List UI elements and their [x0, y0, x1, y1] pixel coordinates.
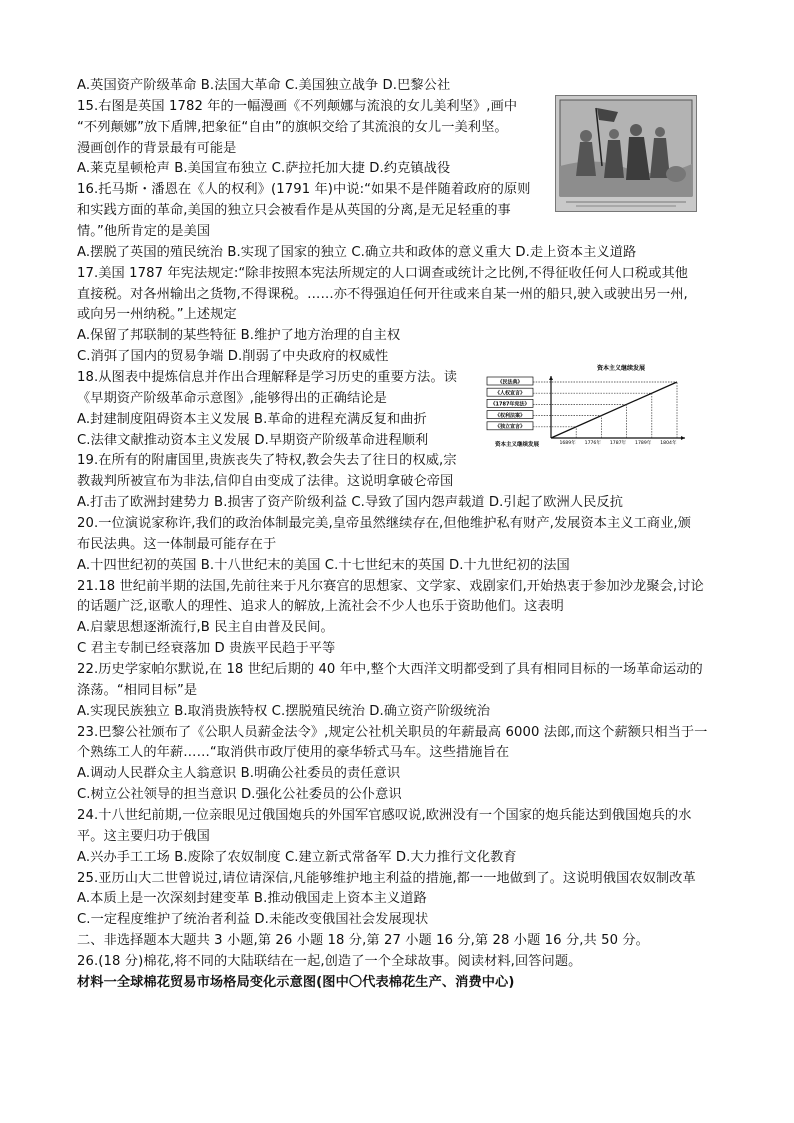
q24-stem-line1: 24.十八世纪前期,一位亲眼见过俄国炮兵的外国军官感叹说,欧洲没有一个国家的炮兵能达到俄国炮兵的水	[77, 808, 692, 823]
q20-options: A.十四世纪初的英国 B.十八世纪末的美国 C.十七世纪末的英国 D.十九世纪初的法国	[77, 558, 570, 573]
q19-stem-line2: 教裁判所被宣布为非法,信仰自由变成了法律。这说明拿破仑帝国	[77, 474, 454, 489]
q17-stem-line3: 或向另一州纳税。”上述规定	[77, 307, 237, 322]
chart-document-label: 《独立宣言》	[494, 424, 526, 431]
chart-y-arrow	[549, 376, 553, 380]
section-two-heading: 二、非选择题本大题共 3 小题,第 26 小题 18 分,第 27 小题 16 分,第 28 小题 16 分,共 50 分。	[77, 933, 649, 948]
chart-x-arrow	[681, 436, 685, 440]
q17-stem-line2: 直接税。对各州输出之货物,不得课税。……亦不得强迫任何开往或来自某一州的船只,驶入或驶出另一州,	[77, 287, 688, 302]
q25-options-ab: A.本质上是一次深刻封建变革 B.推动俄国走上资本主义道路	[77, 891, 427, 906]
q15-stem-line2: “不列颠娜”放下盾牌,把象征“自由”的旗帜交给了其流浪的女儿一美利坚。	[77, 120, 508, 135]
q19-options: A.打击了欧洲封建势力 B.损害了资产阶级利益 C.导致了国内怨声载道 D.引起了欧洲人民反抗	[77, 495, 623, 510]
q19-stem-line1: 19.在所有的附庸国里,贵族丧失了特权,教会失去了往日的权威,宗	[77, 453, 457, 468]
chart-year-label: 1787年	[609, 441, 627, 446]
q18-stem-line1: 18.从图表中提炼信息并作出合理解释是学习历史的重要方法。读	[77, 370, 458, 385]
chart-document-label: 《1787年宪法》	[490, 401, 530, 408]
cartoon-image	[555, 95, 697, 212]
q21-stem-line1: 21.18 世纪前半期的法国,先前往来于凡尔赛宫的思想家、文学家、戏剧家们,开始热衷于参加沙龙聚会,讨论	[77, 579, 704, 594]
q17-options-ab: A.保留了邦联制的某些特征 B.维护了地方治理的自主权	[77, 328, 401, 343]
q23-options-cd: C.树立公社领导的担当意识 D.强化公社委员的公仆意识	[77, 787, 402, 802]
chart-document-label: 《民法典》	[497, 379, 523, 386]
chart-document-label: 《人权宣言》	[494, 390, 526, 397]
cartoon-drawing	[556, 96, 696, 211]
material-one-caption: 材料一全球棉花贸易市场格局变化示意图(图中〇代表棉花生产、消费中心)	[77, 975, 515, 990]
q17-options-cd: C.消弭了国内的贸易争端 D.削弱了中央政府的权威性	[77, 349, 389, 364]
q15-stem-line3: 漫画创作的背景最有可能是	[77, 141, 237, 156]
q20-stem-line1: 20.一位演说家称许,我们的政治体制最完美,皇帝虽然继续存在,但他维护私有财产,发展资本主义工商业,颁	[77, 516, 692, 531]
q16-stem-line3: 情。”他所肯定的是美国	[77, 224, 211, 239]
q23-options-ab: A.调动人民群众主人翁意识 B.明确公社委员的责任意识	[77, 766, 401, 781]
chart-year-label: 1689年	[559, 441, 576, 446]
q21-stem-line2: 的话题广泛,讴歌人的理性、追求人的解放,上流社会不少人也乐于资助他们。这表明	[77, 599, 564, 614]
q25-options-cd: C.一定程度维护了统治者利益 D.未能改变俄国社会发展现状	[77, 912, 429, 927]
q26-stem: 26.(18 分)棉花,将不同的大陆联结在一起,创造了一个全球故事。阅读材料,回答问题。	[77, 954, 582, 969]
chart-year-label: 1804年	[660, 441, 677, 446]
q18-options-ab: A.封建制度阻碍资本主义发展 B.革命的进程充满反复和曲折	[77, 412, 427, 427]
chart-title: 资本主义继续发展	[596, 365, 646, 372]
q15-stem-line1: 15.右图是英国 1782 年的一幅漫画《不列颠娜与流浪的女儿美利坚》,画中	[77, 99, 518, 114]
q15-options: A.莱克星顿枪声 B.美国宣布独立 C.萨拉托加大捷 D.约克镇战役	[77, 161, 451, 176]
q21-options-cd: C 君主专制已经衰落加 D 贵族平民趋于平等	[77, 641, 336, 656]
chart-x-axis-label: 资本主义继续发展	[494, 442, 540, 448]
chart-document-label: 《权利法案》	[494, 412, 526, 419]
q25-stem: 25.亚历山大二世曾说过,请位请深信,凡能够维护地主利益的措施,都一一地做到了。这说明俄国农奴制改革	[77, 871, 696, 886]
q20-stem-line2: 布民法典。这一体制最可能存在于	[77, 537, 277, 552]
q24-stem-line2: 平。这主要归功于俄国	[77, 829, 210, 844]
q23-stem-line2: 个熟练工人的年薪……“取消供市政厅使用的豪华轿式马车。这些措施旨在	[77, 745, 510, 760]
chart-year-label: 1776年	[584, 441, 601, 446]
q18-stem-line2: 《早期资产阶级革命示意图》,能够得出的正确结论是	[77, 391, 387, 406]
q22-stem-line2: 涤荡。“相同目标”是	[77, 683, 198, 698]
q17-stem-line1: 17.美国 1787 年宪法规定:“除非按照本宪法所规定的人口调查或统计之比例,不得征收任何人口税或其他	[77, 266, 689, 281]
q16-stem-line1: 16.托马斯・潘恩在《人的权利》(1791 年)中说:“如果不是伴随着政府的原则	[77, 182, 531, 197]
chart-trend-line	[551, 382, 677, 438]
chart-marks	[487, 376, 685, 446]
q24-options: A.兴办手工工场 B.废除了农奴制度 C.建立新式常备军 D.大力推行文化教育	[77, 850, 517, 865]
q23-stem-line1: 23.巴黎公社颁布了《公职人员薪金法令》,规定公社机关职员的年薪最高 6000 法郎,而这个薪额只相当于一	[77, 725, 708, 740]
revolution-chart	[485, 362, 695, 450]
q16-stem-line2: 和实践方面的革命,美国的独立只会被看作是从英国的分离,是无足轻重的事	[77, 203, 511, 218]
q22-stem-line1: 22.历史学家帕尔默说,在 18 世纪后期的 40 年中,整个大西洋文明都受到了具有相同目标的一场革命运动的	[77, 662, 703, 677]
q14-options: A.英国资产阶级革命 B.法国大革命 C.美国独立战争 D.巴黎公社	[77, 78, 451, 93]
q22-options: A.实现民族独立 B.取消贵族特权 C.摆脱殖民统治 D.确立资产阶级统治	[77, 704, 491, 719]
q16-options: A.摆脱了英国的殖民统治 B.实现了国家的独立 C.确立共和政体的意义重大 D.走上资本主义道路	[77, 245, 637, 260]
chart-year-label: 1789年	[635, 441, 652, 446]
q18-options-cd: C.法律文献推动资本主义发展 D.早期资产阶级革命进程顺利	[77, 433, 429, 448]
q21-options-ab: A.启蒙思想逐渐流行,B 民主自由普及民间。	[77, 620, 334, 635]
